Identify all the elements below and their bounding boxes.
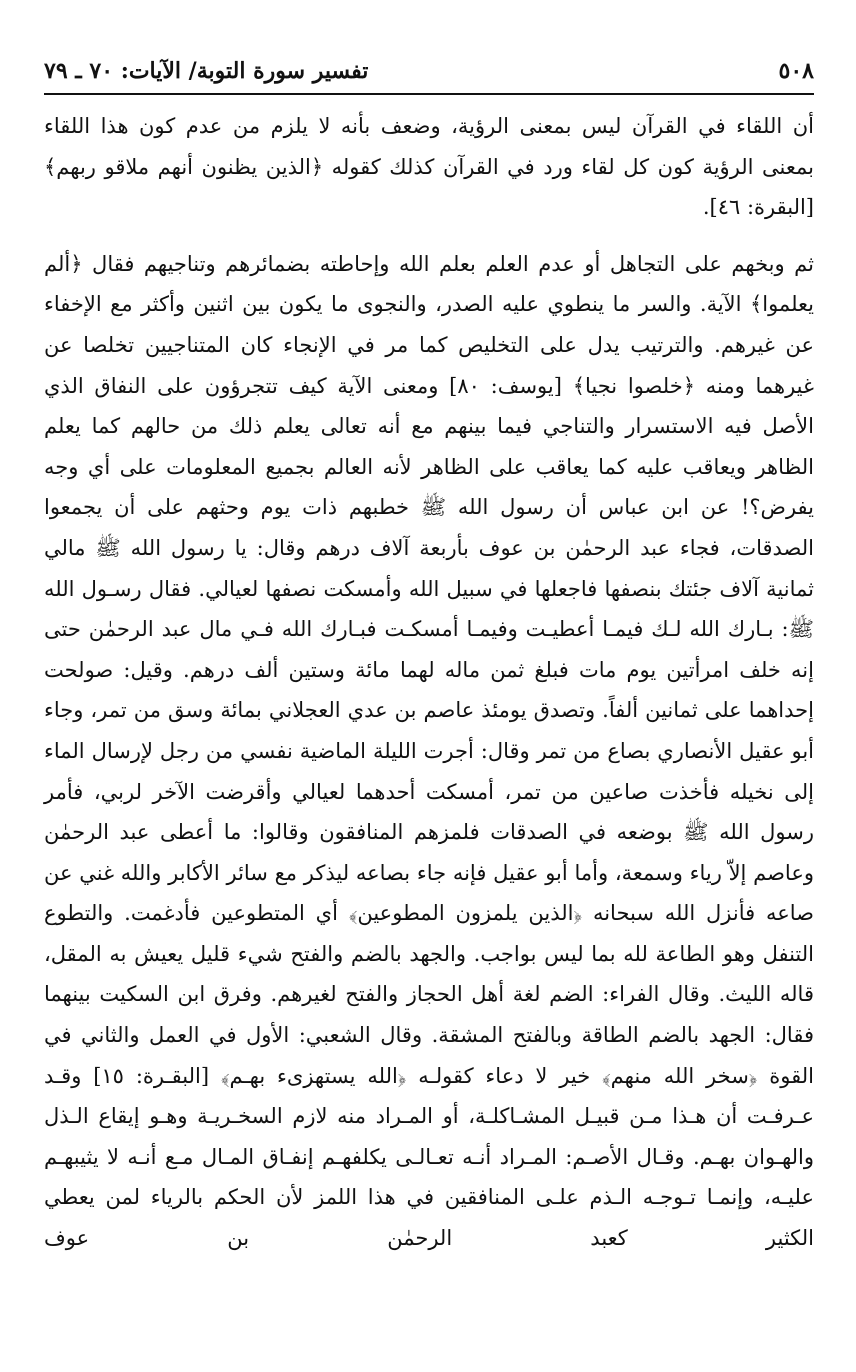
header-divider <box>44 93 814 95</box>
paragraph: ثم وبخهم على التجاهل أو عدم العلم بعلم الله وإحاطته بضمائرهم وتناجيهم فقال ﴿ألم يعلموا﴾ الآية. والسر ما ينطوي عليه الصدر، والنجوى ما يكون بين اثنين وأكثر مع الإخفاء عن غيرهم. والترتيب يدل على التخليص كما مر في الإنجاء كان المتناجيين تخلصا عن غيرهما ومنه ﴿خلصوا نجيا﴾ [يوسف: ٨٠] ومعنى الآية كيف تتجرؤون على النفاق الذي الأصل فيه الاستسرار والتناجي فيما بينهم مع أنه تعالى يعلم ذلك من حالهم كما يعلم الظاهر ويعاقب عليه كما يعاقب على الظاهر لأنه العالم بجميع المعلومات على أي وجه يفرض؟! عن ابن عباس أن رسول الله ﷺ خطبهم ذات يوم وحثهم على أن يجمعوا الصدقات، فجاء عبد الرحمٰن بن عوف بأربعة آلاف درهم وقال: يا رسول الله ﷺ مالي ثمانية آلاف جئتك بنصفها فاجعلها في سبيل الله وأمسكت نصفها لعيالي. فقال رسـول الله ﷺ: بـارك الله لـك فيمـا أعطيـت وفيمـا أمسكـت فبـارك الله فـي مال عبد الرحمٰن حتى إنه خلف امرأتين يوم مات فبلغ ثمن ماله لهما مائة وستين ألف درهم. وقيل: صولحت إحداهما على ثمانين ألفاً. وتصدق يومئذ عاصم بن عدي العجلاني بمائة وسق من تمر، وجاء أبو عقيل الأنصاري بصاع من تمر وقال: أجرت الليلة الماضية نفسي من رجل لإرسال الماء إلى نخيله فأخذت صاعين من تمر، أمسكت أحدهما لعيالي وأقرضت الآخر لربي، فأمر رسول الله ﷺ بوضعه في الصدقات فلمزهم المنافقون وقالوا: ما أعطى عبد الرحمٰن وعاصم إلاّ رياء وسمعة، وأما أبو عقيل فإنه جاء بصاعه ليذكر مع سائر الأكابر والله غني عن صاعه فأنزل الله سبحانه ﴿الذين يلمزون المطوعين﴾ أي المتطوعين فأدغمت. والتطوع التنفل وهو الطاعة لله بما ليس بواجب. والجهد بالضم والفتح شيء قليل يعيش به المقل، قاله الليث. وقال الفراء: الضم لغة أهل الحجاز والفتح لغيرهم. وفرق ابن السكيت بينهما فقال: الجهد بالضم الطاقة وبالفتح المشقة. وقال الشعبي: الأول في العمل والثاني في القوة ﴿سخر الله منهم﴾ خير لا دعاء كقولـه ﴿الله يستهزىء بهـم﴾ [البقـرة: ١٥] وقـد عـرفـت أن هـذا مـن قبيـل المشـاكلـة، أو المـراد منه لازم السخـريـة وهـو إيقاع الـذل والهـوان بهـم. وقـال الأصـم: المـراد أنـه تعـالـى يكلفهـم إنفـاق المـال مـع أنـه لا يثيبهـم عليـه، وإنمـا تـوجـه الـذم علـى المنافقين في هذا اللمز لأن الحكم بالرياء لمن يعطي الكثير كعبد الرحمٰن بن عوف <box>44 251 814 1251</box>
page-header <box>44 52 814 90</box>
paragraph: أن اللقاء في القرآن ليس بمعنى الرؤية، وضعف بأنه لا يلزم من عدم كون هذا اللقاء بمعنى الرؤية كون كل لقاء ورد في القرآن كذلك كقوله ﴿الذين يظنون أنهم ملاقو ربهم﴾ [البقرة: ٤٦]. <box>44 114 814 220</box>
running-title: تفسير سورة التوبة/ الآيات: ٧٠ ـ ٧٩ <box>44 58 369 84</box>
page-number: ٥٠٨ <box>778 58 814 84</box>
page-body <box>44 106 814 1259</box>
